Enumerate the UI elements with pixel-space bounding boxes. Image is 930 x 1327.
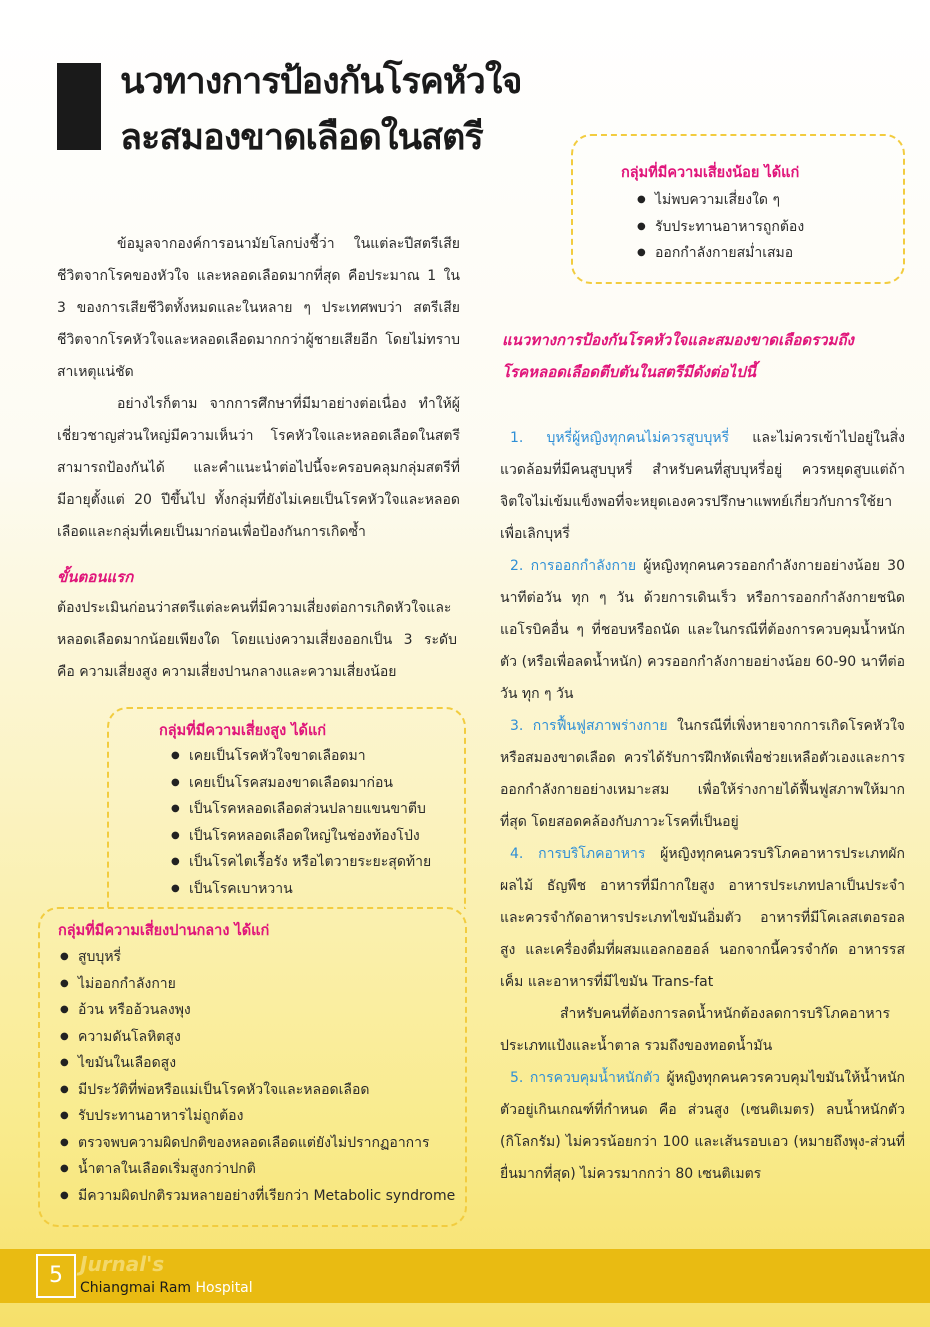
guideline-item-3-label: 3. การฟื้นฟูสภาพร่างกาย bbox=[510, 718, 668, 734]
guideline-item-4-text: ผู้หญิงทุกคนควรบริโภคอาหารประเภทผัก ผลไม้ ธัญพืช อาหารที่มีกากใยสูง อาหารประเภทปลาเป็นประจำ และควรจำกัดอาหารประเภทไขมันอิ่มตัว อาหารที่มีโคเลสเตอรอลสูง และเครื่องดื่มที่ผสมแอลกอฮอล์ นอกจากนี้ควรจำกัด อาหารรสเค็ม และอาหารที่มีไขมัน Trans-fat bbox=[500, 846, 905, 990]
page-title-line1: นวทางการป้องกันโรคหัวใจ bbox=[120, 61, 522, 102]
list-item: ● เป็นโรคเบาหวาน bbox=[171, 876, 431, 903]
intro-section bbox=[57, 228, 460, 548]
hospital-name-a: Chiangmai Ram bbox=[80, 1280, 192, 1296]
list-item: ● ไม่ออกกำลังกาย bbox=[60, 971, 455, 998]
list-item: ● ตรวจพบความผิดปกติของหลอดเลือดแต่ยังไม่ปรากฏอาการ bbox=[60, 1130, 455, 1157]
list-item: ● ไขมันในเลือดสูง bbox=[60, 1050, 455, 1077]
guideline-item-5-label: 5. การควบคุมน้ำหนักตัว bbox=[510, 1070, 661, 1086]
guidelines-heading-line1: แนวทางการป้องกันโรคหัวใจและสมองขาดเลือดรวมถึง bbox=[502, 331, 854, 349]
list-item: ● ความดันโลหิตสูง bbox=[60, 1024, 455, 1051]
high-risk-box bbox=[107, 707, 466, 909]
step-heading: ขั้นตอนแรก bbox=[57, 568, 134, 586]
list-item: ● รับประทานอาหารถูกต้อง bbox=[637, 214, 804, 241]
hospital-name-b: Hospital bbox=[195, 1280, 253, 1296]
mid-risk-title: กลุ่มที่มีความเสี่ยงปานกลาง ได้แก่ bbox=[58, 923, 270, 939]
list-item: ● ออกกำลังกายสม่ำเสมอ bbox=[637, 240, 804, 267]
list-item: ● รับประทานอาหารไม่ถูกต้อง bbox=[60, 1103, 455, 1130]
guideline-item-3 bbox=[500, 710, 905, 838]
list-item: ● อ้วน หรืออ้วนลงพุง bbox=[60, 997, 455, 1024]
list-item: ● น้ำตาลในเลือดเริ่มสูงกว่าปกติ bbox=[60, 1156, 455, 1183]
guideline-item-3-text: ในกรณีที่เพิ่งหายจากการเกิดโรคหัวใจหรือสมองขาดเลือด ควรได้รับการฝึกหัดเพื่อช่วยเหลือตัวเองและการออกกำลังกายอย่างเหมาะสม เพื่อให้ร่างกายได้ฟื้นฟูสภาพให้มากที่สุด โดยสอดคล้องกับภาวะโรคที่เป็นอยู่ bbox=[500, 718, 905, 830]
list-item: ● เคยเป็นโรคสมองขาดเลือดมาก่อน bbox=[171, 770, 431, 797]
guideline-item-5-text: ผู้หญิงทุกคนควรควบคุมไขมันให้น้ำหนักตัวอยู่เกินเกณฑ์ที่กำหนด คือ ส่วนสูง (เซนติเมตร) ลบน้ำหนักตัว (กิโลกรัม) ไม่ควรน้อยกว่า 100 และเส้นรอบเอว (หมายถึงพุง-ส่วนที่ยื่นมากที่สุด) ไม่ควรมากกว่า 80 เซนติเมตร bbox=[500, 1070, 905, 1182]
guideline-item-2-label: 2. การออกกำลังกาย bbox=[510, 558, 637, 574]
high-risk-list bbox=[171, 743, 431, 902]
step-text: ต้องประเมินก่อนว่าสตรีแต่ละคนที่มีความเสี่ยงต่อการเกิดหัวใจและหลอดเลือดมากน้อยเพียงใด โดยแบ่งความเสี่ยงออกเป็น 3 ระดับ คือ ความเสี่ยงสูง ความเสี่ยงปานกลางและความเสี่ยงน้อย bbox=[57, 600, 457, 680]
guideline-item-1-label: 1. บุหรี่ผู้หญิงทุกคนไม่ควรสูบบุหรี่ bbox=[510, 430, 730, 446]
list-item: ● มีความผิดปกติรวมหลายอย่างที่เรียกว่า Metabolic syndrome bbox=[60, 1183, 455, 1210]
hospital-name bbox=[80, 1280, 253, 1296]
intro-paragraph-2: อย่างไรก็ตาม จากการศึกษาที่มีมาอย่างต่อเนื่อง ทำให้ผู้เชี่ยวชาญส่วนใหญ่มีความเห็นว่า โรคหัวใจและหลอดเลือดในสตรีสามารถป้องกันได้ และคำแนะนำต่อไปนี้จะครอบคลุมกลุ่มสตรีที่มีอายุตั้งแต่ 20 ปีขึ้นไป ทั้งกลุ่มที่ยังไม่เคยเป็นโรคหัวใจและหลอดเลือดและกลุ่มที่เคยเป็นมาก่อนเพื่อป้องกันการเกิดซ้ำ bbox=[57, 396, 460, 540]
step-section bbox=[57, 592, 457, 688]
list-item: ● มีประวัติที่พ่อหรือแม่เป็นโรคหัวใจและหลอดเลือด bbox=[60, 1077, 455, 1104]
low-risk-title: กลุ่มที่มีความเสี่ยงน้อย ได้แก่ bbox=[621, 165, 800, 181]
guideline-extra: สำหรับคนที่ต้องการลดน้ำหนักต้องลดการบริโภคอาหารประเภทแป้งและน้ำตาล รวมถึงของทอดน้ำมัน bbox=[500, 1006, 891, 1054]
mid-risk-box bbox=[38, 907, 467, 1227]
guideline-item-5 bbox=[500, 1062, 905, 1190]
page-title-line2: ละสมองขาดเลือดในสตรี bbox=[120, 117, 483, 158]
low-risk-box bbox=[571, 134, 905, 284]
guideline-item-4 bbox=[500, 838, 905, 998]
list-item: ● เป็นโรคหลอดเลือดใหญ่ในช่องท้องโป่ง bbox=[171, 823, 431, 850]
high-risk-title: กลุ่มที่มีความเสี่ยงสูง ได้แก่ bbox=[159, 723, 327, 739]
guideline-item-1 bbox=[500, 422, 905, 550]
list-item: ● เคยเป็นโรคหัวใจขาดเลือดมา bbox=[171, 743, 431, 770]
guideline-item-2-text: ผู้หญิงทุกคนควรออกกำลังกายอย่างน้อย 30 นาทีต่อวัน ทุก ๆ วัน ด้วยการเดินเร็ว หรือการออกกำลังกายชนิดแอโรบิคอื่น ๆ ที่ชอบหรือถนัด และในกรณีที่ต้องการควบคุมน้ำหนักตัว (หรือเพื่อลดน้ำหนัก) ควรออกกำลังกายอย่างน้อย 60-90 นาทีต่อวัน ทุก ๆ วัน bbox=[500, 558, 905, 702]
list-item: ● เป็นโรคหลอดเลือดส่วนปลายแขนขาตีบ bbox=[171, 796, 431, 823]
guideline-item-2 bbox=[500, 550, 905, 710]
list-item: ● ไม่พบความเสี่ยงใด ๆ bbox=[637, 187, 804, 214]
mid-risk-list bbox=[60, 944, 455, 1209]
guideline-item-4-label: 4. การบริโภคอาหาร bbox=[510, 846, 646, 862]
guidelines-section bbox=[500, 422, 905, 1190]
low-risk-list bbox=[637, 187, 804, 267]
journal-logo-text: Jurnal's bbox=[80, 1252, 165, 1276]
list-item: ● เป็นโรคไตเรื้อรัง หรือไตวายระยะสุดท้าย bbox=[171, 849, 431, 876]
list-item: ● สูบบุหรี่ bbox=[60, 944, 455, 971]
guidelines-heading-line2: โรคหลอดเลือดตีบตันในสตรีมีดังต่อไปนี้ bbox=[502, 363, 756, 381]
guideline-item-1-text: และไม่ควรเข้าไปอยู่ในสิ่งแวดล้อมที่มีคนสูบบุหรี่ สำหรับคนที่สูบบุหรี่อยู่ ควรหยุดสูบแต่ถ้าจิตใจไม่เข้มแข็งพอที่จะหยุดเองควรปรึกษาแพทย์เกี่ยวกับการใช้ยาเพื่อเลิกบุหรี่ bbox=[500, 430, 905, 542]
intro-paragraph-1: ข้อมูลจากองค์การอนามัยโลกบ่งชี้ว่า ในแต่ละปีสตรีเสียชีวิตจากโรคของหัวใจ และหลอดเลือดมากที่สุด คือประมาณ 1 ใน 3 ของการเสียชีวิตทั้งหมดและในหลาย ๆ ประเทศพบว่า สตรีเสียชีวิตจากโรคหัวใจและหลอดเลือดมากกว่าผู้ชายเสียอีก โดยไม่ทราบสาเหตุแน่ชัด bbox=[57, 236, 460, 380]
title-accent-bar bbox=[57, 63, 101, 150]
page-number: 5 bbox=[36, 1254, 76, 1298]
